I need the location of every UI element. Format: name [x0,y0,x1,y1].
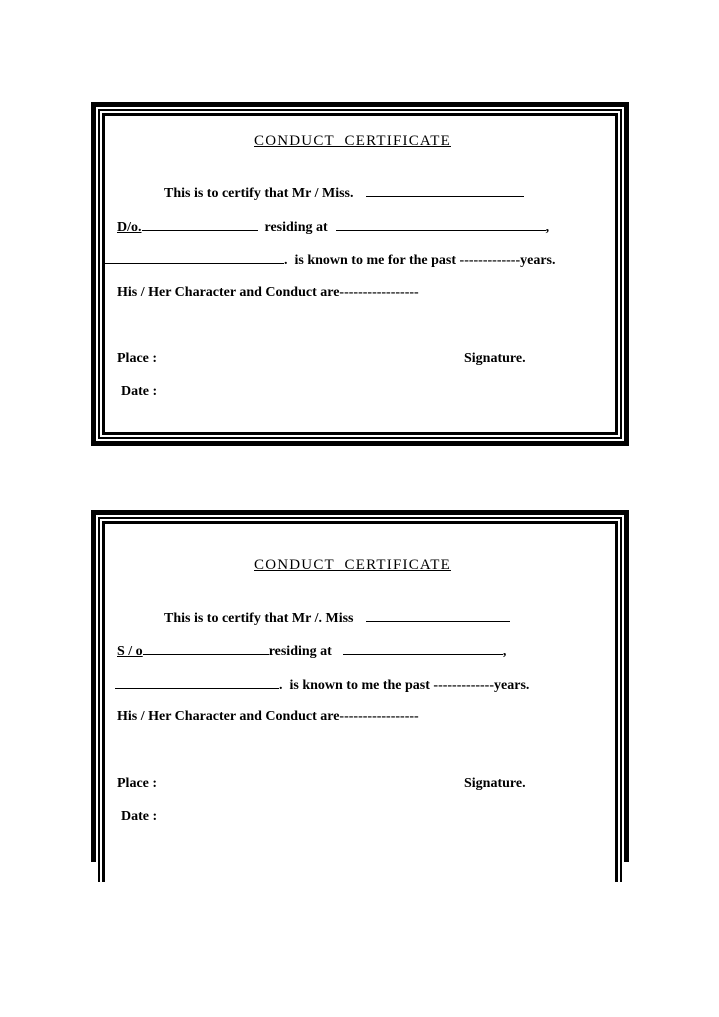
comma: , [545,220,550,235]
known-text: . is known to me for the past -------------years. [284,253,556,268]
certify-line [164,184,524,202]
known-line [104,251,556,269]
address-blank[interactable] [336,218,546,231]
address-continued-blank[interactable] [104,251,284,264]
residing-text: residing at [264,220,328,235]
known-line [115,676,529,694]
parent-name-blank[interactable] [143,642,269,655]
residing-text: residing at [268,644,332,659]
conduct-certificate-1 [91,102,629,446]
place-label: Place : [117,351,158,366]
signature-label: Signature. [464,351,526,366]
certificate-title: CONDUCT CERTIFICATE [254,557,451,573]
signature-label: Signature. [464,776,526,791]
place-label: Place : [117,776,158,791]
name-blank[interactable] [366,184,524,197]
relation-label: S / o [117,644,143,659]
relation-label: D/o. [117,220,142,235]
relation-line [117,642,506,660]
parent-name-blank[interactable] [142,218,258,231]
inner-border [102,113,618,435]
date-label: Date : [121,384,158,399]
address-continued-blank[interactable] [115,676,279,689]
certificate-title: CONDUCT CERTIFICATE [254,133,451,149]
known-text: . is known to me the past -------------years. [279,678,530,693]
character-line: His / Her Character and Conduct are----------------- [117,285,419,300]
conduct-certificate-2 [91,510,629,862]
date-label: Date : [121,809,158,824]
comma: , [502,644,507,659]
address-blank[interactable] [343,642,503,655]
character-line: His / Her Character and Conduct are----------------- [117,709,419,724]
certify-line [164,609,510,627]
certify-text: This is to certify that Mr / Miss. [164,186,354,201]
relation-line [117,218,549,236]
inner-border [102,521,618,882]
certify-text: This is to certify that Mr /. Miss [164,611,354,626]
name-blank[interactable] [366,609,510,622]
